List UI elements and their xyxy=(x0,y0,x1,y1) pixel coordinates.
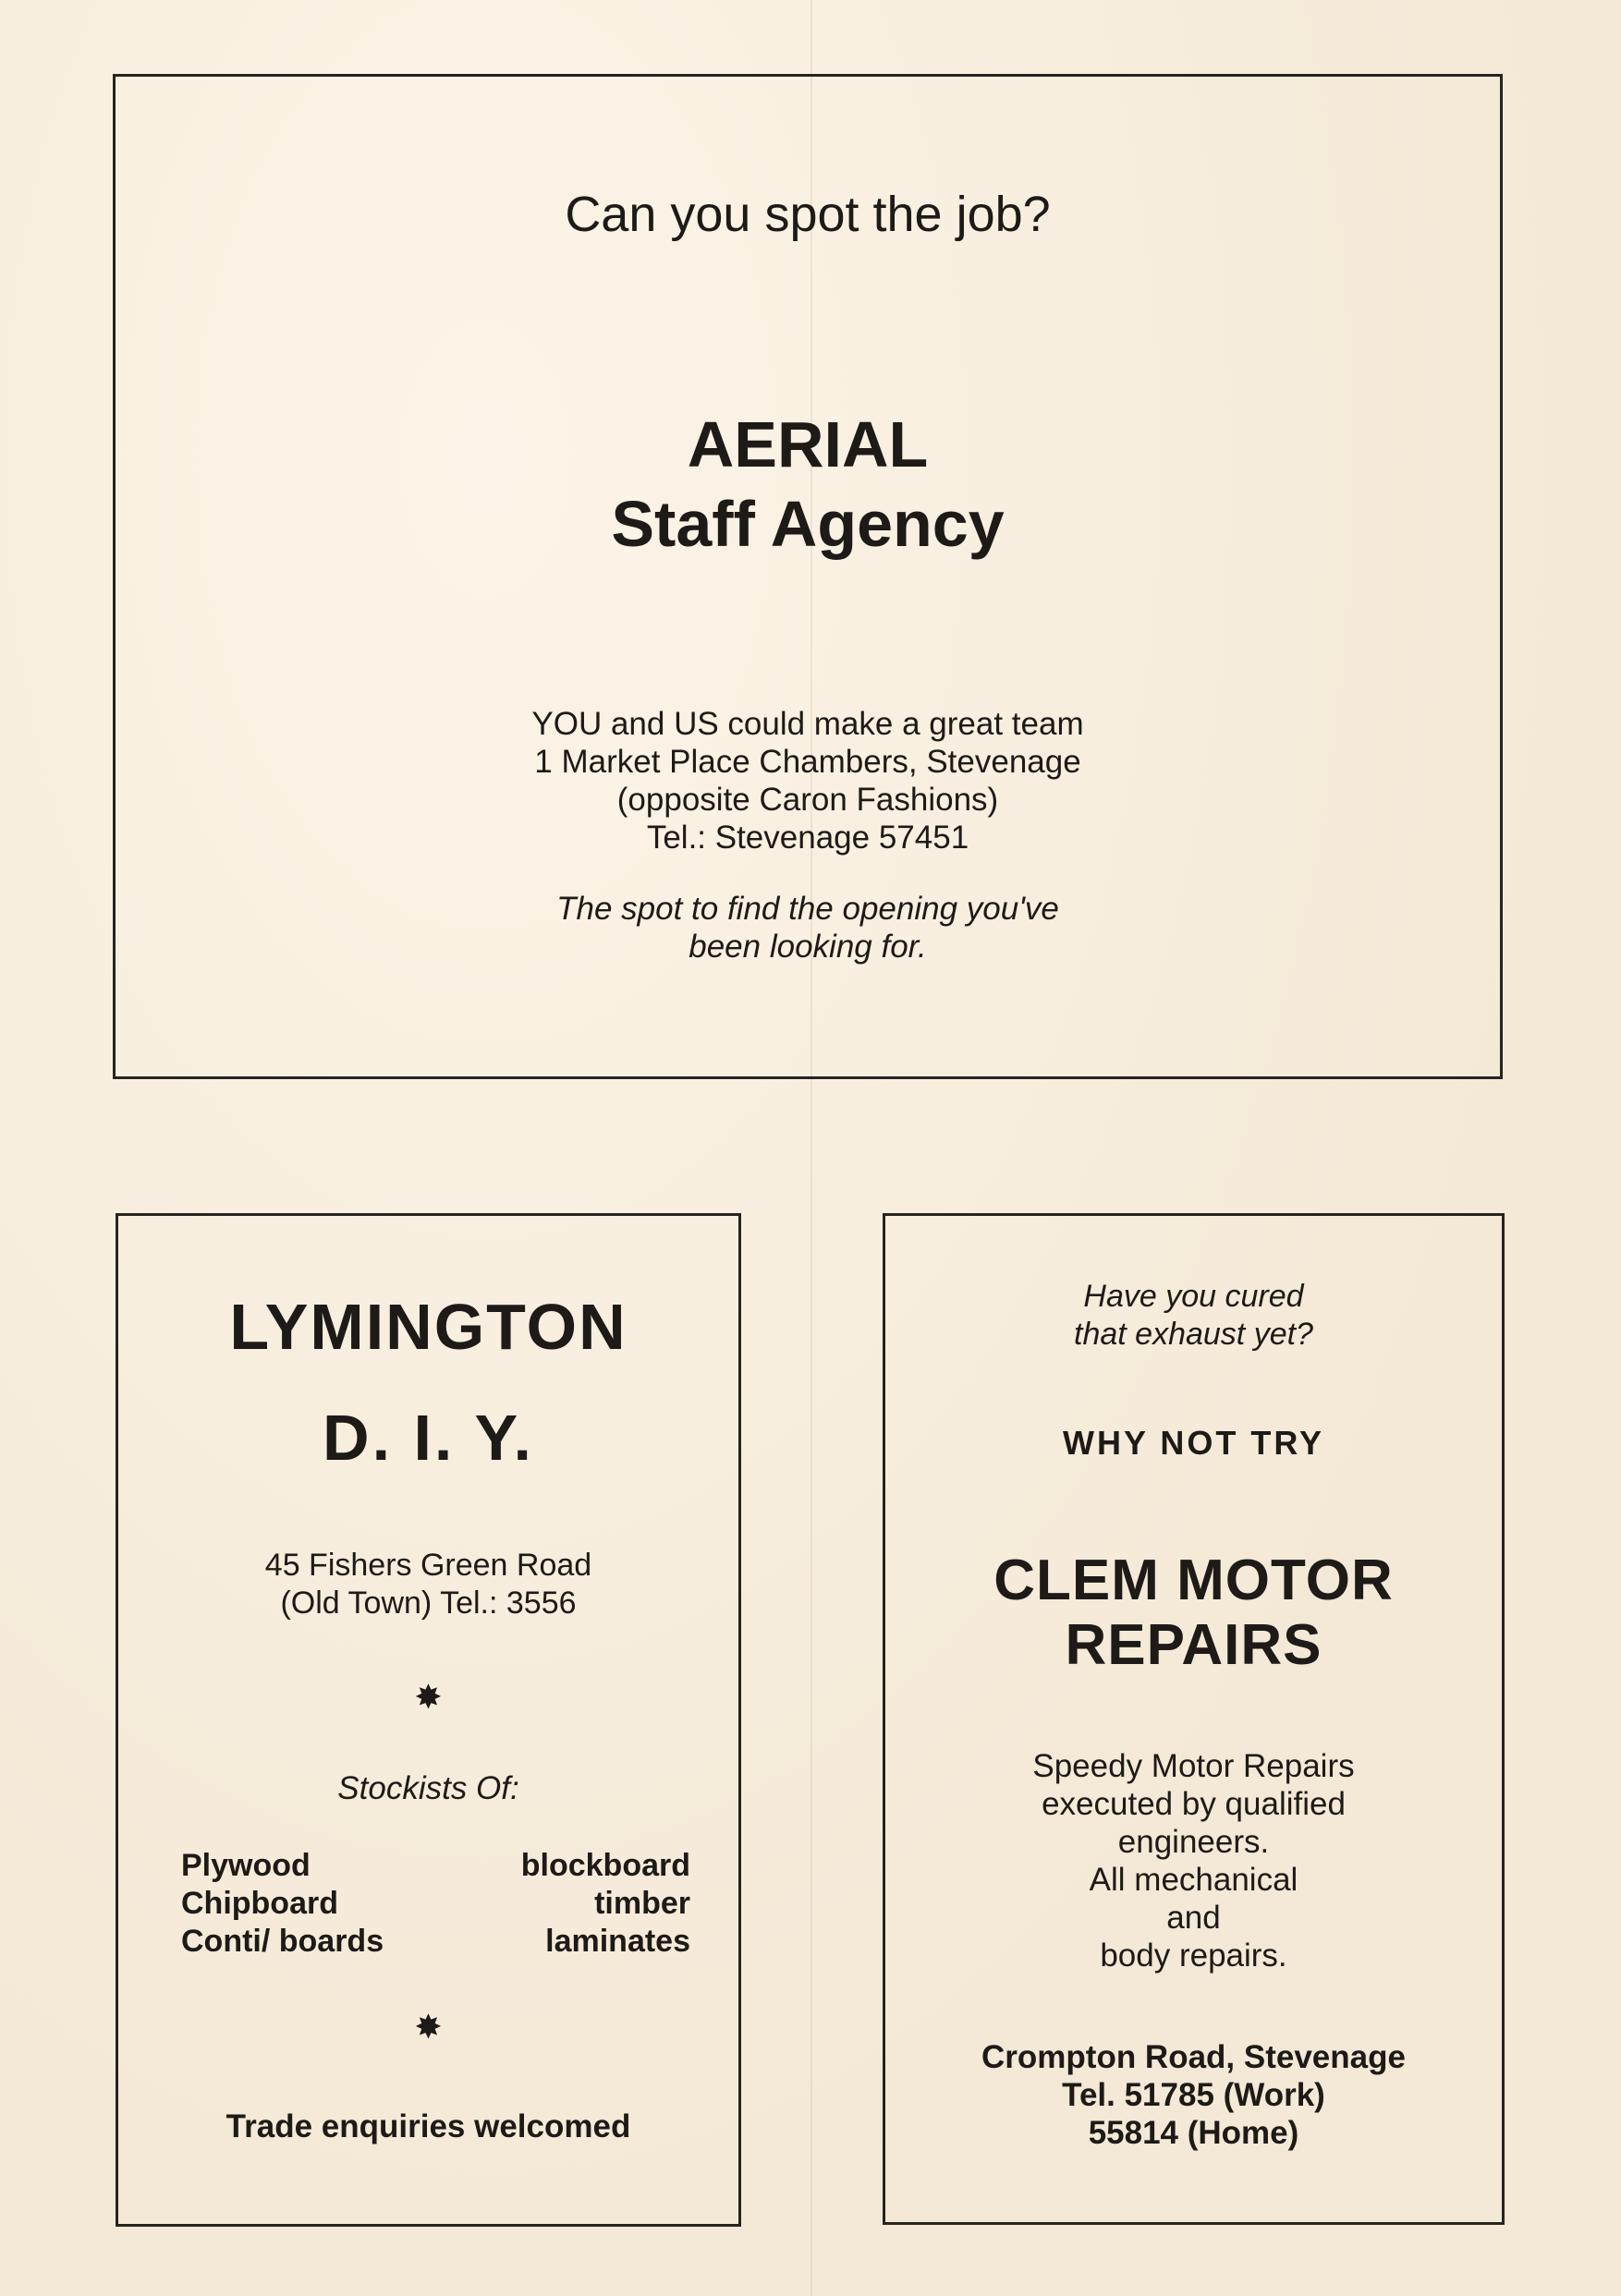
star-icon: ✸ xyxy=(414,1678,443,1716)
ad-clem-motor-repairs xyxy=(883,1213,1505,2225)
ad-clem-description-line: executed by qualified xyxy=(1042,1786,1346,1822)
ad-clem-description-line: engineers. xyxy=(1117,1824,1270,1860)
ad-clem-contact-line: 55814 (Home) xyxy=(1088,2115,1299,2151)
product-item: Plywood xyxy=(181,1848,311,1883)
ad-aerial-address-line: Tel.: Stevenage 57451 xyxy=(646,820,969,856)
ad-aerial-brand xyxy=(116,405,1500,564)
ad-lymington-products-left xyxy=(181,1847,384,1961)
ad-aerial-brand-line2: Staff Agency xyxy=(611,488,1005,560)
ad-clem-description-line: body repairs. xyxy=(1100,1938,1287,1974)
ad-lymington-trade-text: Trade enquiries welcomed xyxy=(225,2108,631,2144)
ad-clem-question-line: Have you cured xyxy=(1083,1279,1304,1314)
ad-lymington-stockists-label: Stockists Of: xyxy=(337,1770,519,1806)
product-item: timber xyxy=(594,1886,690,1921)
ad-lymington-diy-title: D. I. Y. xyxy=(323,1402,534,1474)
ad-clem-description-line: Speedy Motor Repairs xyxy=(1032,1748,1355,1784)
star-icon: ✸ xyxy=(414,2008,443,2046)
product-item: blockboard xyxy=(520,1848,690,1883)
ad-aerial-staff-agency xyxy=(113,74,1503,1079)
ad-lymington-address xyxy=(118,1547,738,1622)
ad-aerial-headline: Can you spot the job? xyxy=(565,187,1051,242)
ad-lymington-diy xyxy=(116,1213,741,2227)
ad-aerial-address-line: 1 Market Place Chambers, Stevenage xyxy=(534,744,1081,780)
ad-clem-contact xyxy=(885,2038,1502,2152)
ad-clem-contact-line: Tel. 51785 (Work) xyxy=(1062,2077,1325,2113)
ad-clem-question xyxy=(885,1278,1502,1354)
ad-aerial-tagline-line: been looking for. xyxy=(689,929,927,965)
ad-lymington-products-right xyxy=(521,1847,690,1961)
ad-clem-brand-line1: CLEM MOTOR xyxy=(993,1549,1394,1612)
ad-clem-brand xyxy=(885,1549,1502,1678)
ad-clem-description-line: All mechanical xyxy=(1089,1862,1298,1898)
ad-lymington-address-line: (Old Town) Tel.: 3556 xyxy=(280,1585,577,1621)
ad-aerial-tagline xyxy=(116,890,1500,966)
ad-aerial-address-line: YOU and US could make a great team xyxy=(531,706,1084,742)
ad-lymington-name: LYMINGTON xyxy=(229,1291,628,1363)
product-item: Chipboard xyxy=(181,1886,338,1921)
ad-clem-brand-line2: REPAIRS xyxy=(1065,1613,1322,1677)
ad-clem-contact-line: Crompton Road, Stevenage xyxy=(981,2039,1406,2075)
product-item: Conti/ boards xyxy=(181,1924,384,1959)
ad-clem-question-line: that exhaust yet? xyxy=(1074,1317,1313,1352)
ad-aerial-brand-line1: AERIAL xyxy=(687,408,929,480)
ad-aerial-address-line: (opposite Caron Fashions) xyxy=(616,782,999,818)
ad-lymington-address-line: 45 Fishers Green Road xyxy=(264,1548,592,1583)
ad-clem-why-text: WHY NOT TRY xyxy=(1063,1424,1324,1462)
product-item: laminates xyxy=(545,1924,690,1959)
ad-aerial-tagline-line: The spot to find the opening you've xyxy=(556,891,1059,927)
ad-clem-description-line: and xyxy=(1166,1900,1221,1936)
ad-clem-description xyxy=(885,1747,1502,1974)
ad-aerial-address xyxy=(116,705,1500,856)
